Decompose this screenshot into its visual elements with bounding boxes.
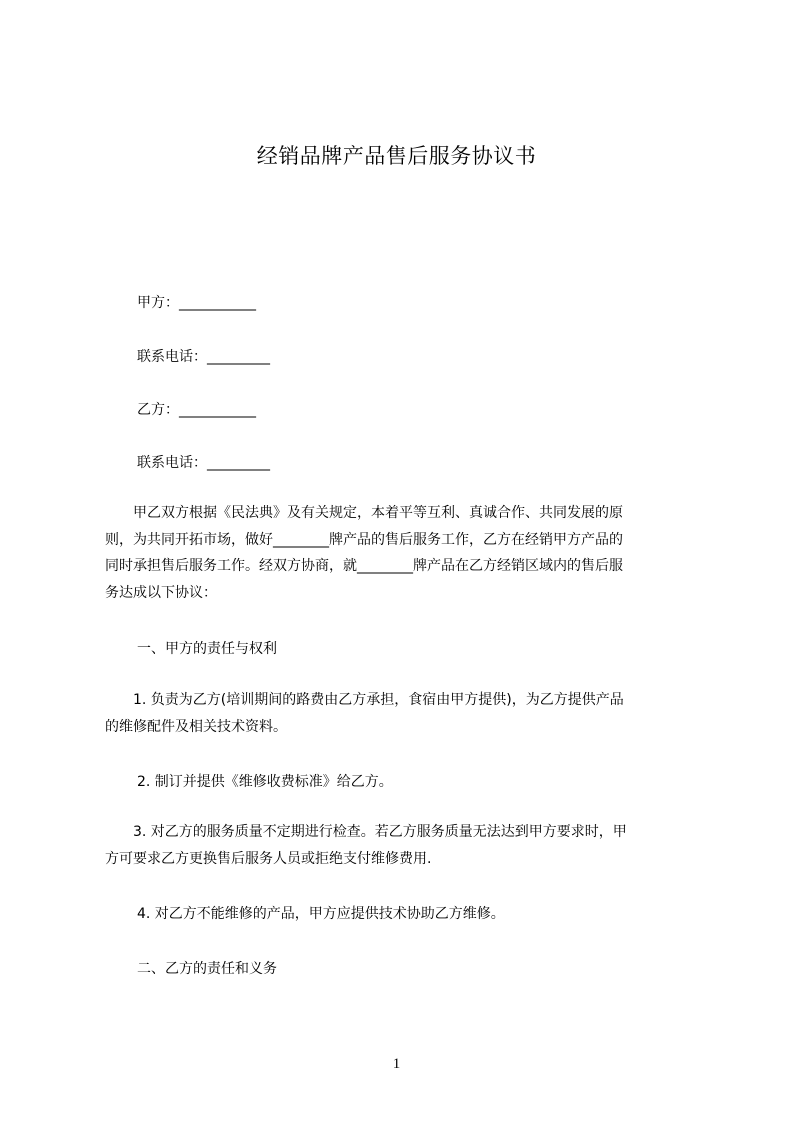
item-2-line: 2. 制订并提供《维修收费标准》给乙方。 [137, 774, 393, 790]
party-a-line: 甲方：___________ [137, 295, 256, 311]
party-b-phone-line: 联系电话：_________ [137, 455, 270, 471]
item-3-line-2: 方可要求乙方更换售后服务人员或拒绝支付维修费用. [105, 850, 432, 867]
item-1-line-2: 的维修配件及相关技术资料。 [105, 718, 287, 735]
intro-line-3: 同时承担售后服务工作。经双方协商，就________牌产品在乙方经销区域内的售后服 [105, 558, 623, 574]
intro-line-4: 务达成以下协议： [105, 584, 217, 601]
item-4-line: 4. 对乙方不能维修的产品，甲方应提供技术协助乙方维修。 [137, 906, 505, 922]
item-1-paragraph [105, 687, 701, 740]
item-3-paragraph [105, 819, 701, 872]
section-1-heading: 一、甲方的责任与权利 [137, 641, 277, 657]
party-a-phone-line: 联系电话：_________ [137, 349, 270, 365]
intro-line-2: 则，为共同开拓市场，做好________牌产品的售后服务工作，乙方在经销甲方产品的 [105, 531, 623, 548]
item-1-line-1: 1. 负责为乙方(培训期间的路费由乙方承担，食宿由甲方提供)，为乙方提供产品 [105, 692, 624, 708]
party-b-line: 乙方：___________ [137, 402, 256, 418]
intro-line-1: 甲乙双方根据《民法典》及有关规定，本着平等互利、真诚合作、共同发展的原 [105, 505, 623, 521]
document-title: 经销品牌产品售后服务协议书 [256, 144, 537, 168]
section-2-heading: 二、乙方的责任和义务 [137, 961, 277, 977]
intro-paragraph [105, 500, 701, 606]
page-number: 1 [392, 1056, 401, 1072]
item-3-line-1: 3. 对乙方的服务质量不定期进行检查。若乙方服务质量无法达到甲方要求时，甲 [105, 824, 627, 840]
